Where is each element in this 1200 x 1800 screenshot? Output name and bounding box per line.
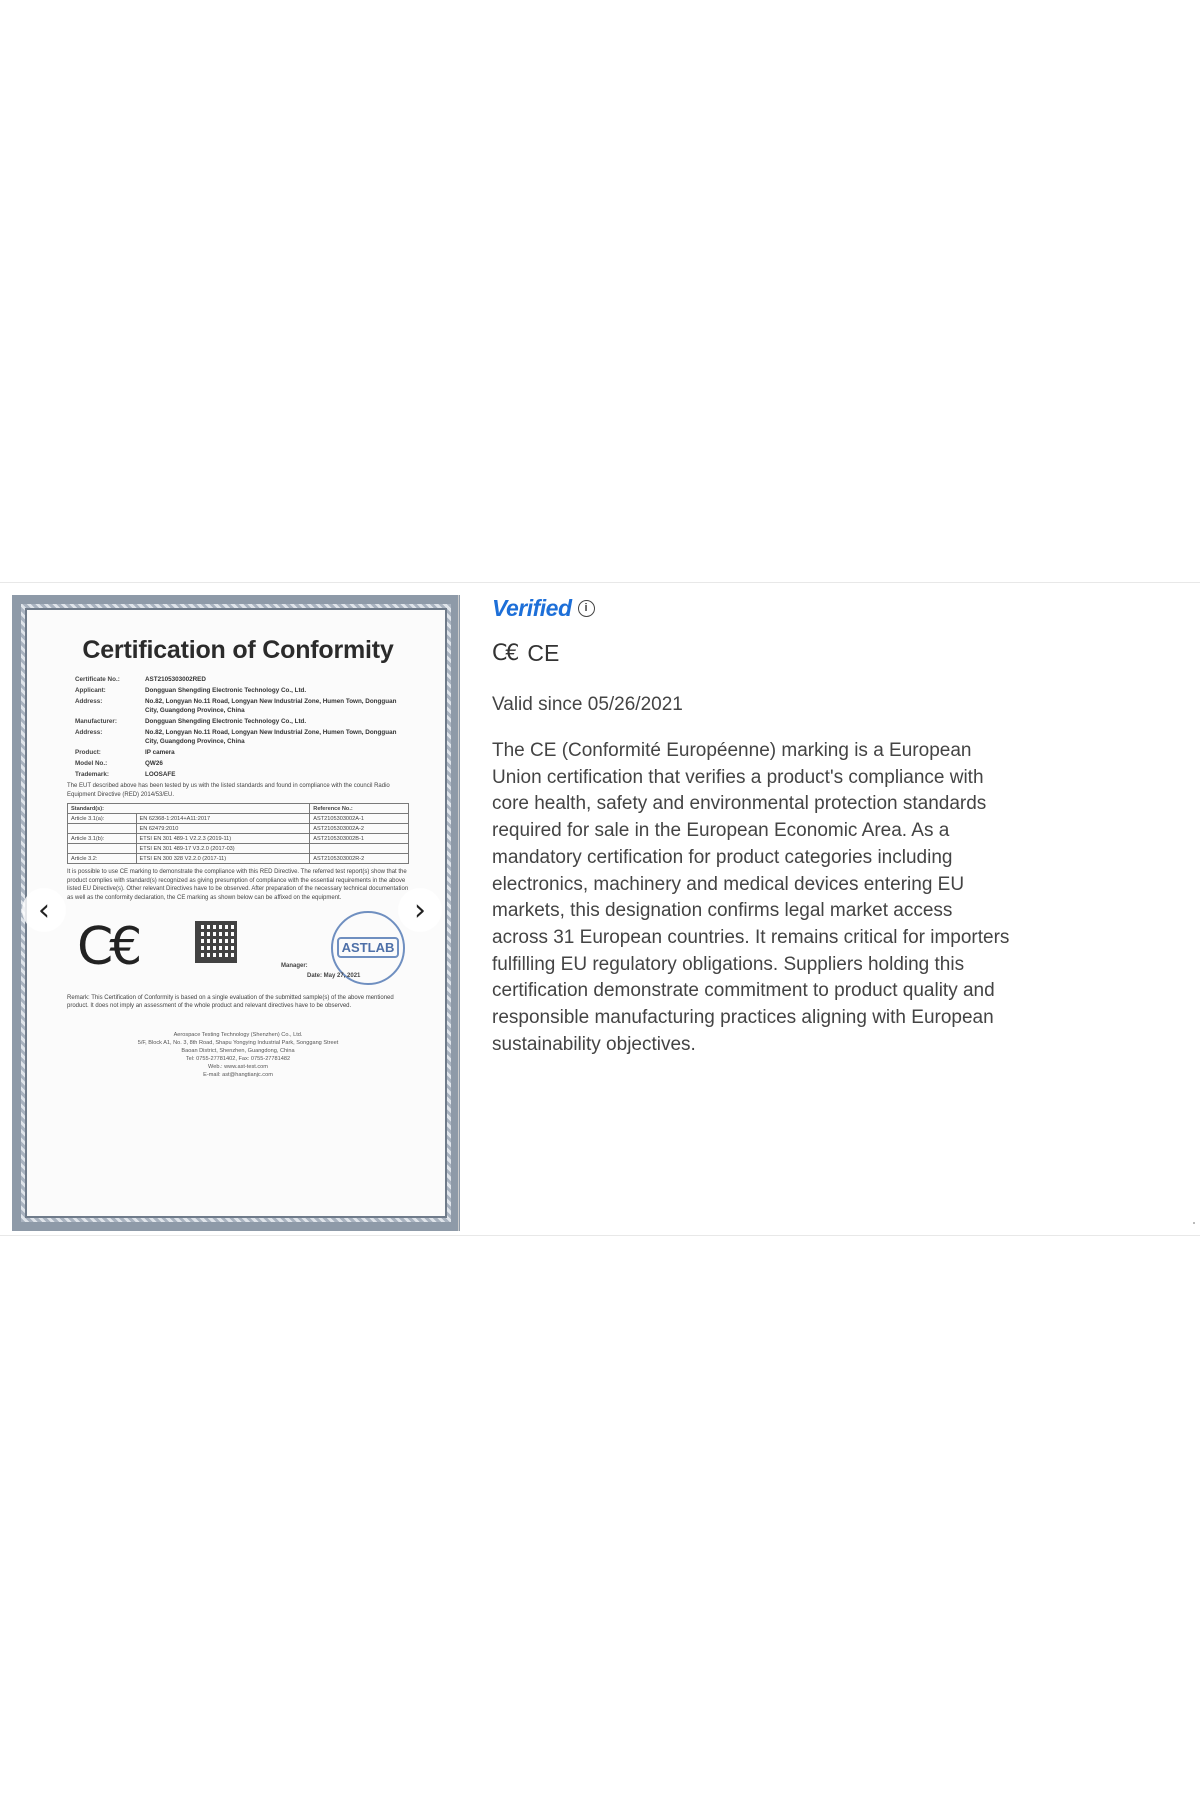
cert-field-value: No.82, Longyan No.11 Road, Longyan New Industrial Zone, Humen Town, Dongguan City, Guangdong Province, China	[145, 698, 397, 714]
edge-marker	[1193, 1222, 1195, 1224]
cert-field-row	[67, 728, 409, 746]
table-row	[68, 834, 409, 844]
cert-remark-text: Remark: This Certification of Conformity is based on a single evaluation of the submitted sample(s) of the above mentioned product. It does not imply an assessment of the whole product and relevant directives have to be observed.	[67, 994, 394, 1010]
cert-field-value: IP camera	[145, 749, 175, 756]
manager-label: Manager:	[281, 962, 308, 969]
article-cell	[68, 844, 137, 854]
table-row	[68, 854, 409, 864]
cert-field-row	[67, 770, 409, 779]
standard-cell: ETSI EN 301 489-1 V2.2.3 (2019-11)	[136, 834, 310, 844]
seal-text: ASTLAB	[337, 937, 400, 958]
footer-line: Tel: 0755-27781402, Fax: 0755-27781482	[185, 1055, 291, 1062]
standard-cell: ETSI EN 301 489-17 V3.2.0 (2017-03)	[136, 844, 310, 854]
cert-field-row	[67, 748, 409, 757]
ce-mark-icon: C€	[77, 916, 139, 977]
standards-header: Standard(s):	[68, 804, 310, 814]
footer-line: Baoan District, Shenzhen, Guangdong, China	[181, 1047, 295, 1054]
cert-field-value: Dongguan Shengding Electronic Technology Co., Ltd.	[145, 687, 307, 694]
certification-name-text: CE	[527, 639, 560, 666]
verified-label	[492, 595, 572, 622]
article-cell	[68, 824, 137, 834]
footer-line: Web.: www.ast-test.com	[208, 1063, 268, 1070]
standard-cell: EN 62368-1:2014+A11:2017	[136, 814, 310, 824]
standard-cell: EN 62479:2010	[136, 824, 310, 834]
reference-cell: AST2105303002R-2	[310, 854, 409, 864]
cert-field-value: Dongguan Shengding Electronic Technology Co., Ltd.	[145, 718, 307, 725]
cert-marks-area	[67, 911, 409, 991]
article-cell: Article 3.1(a):	[68, 814, 137, 824]
cert-standards-table	[67, 803, 409, 864]
certification-name	[492, 638, 1012, 668]
table-row	[68, 814, 409, 824]
valid-since: Valid since 05/26/2021	[492, 694, 683, 715]
reference-cell: AST2105303002A-1	[310, 814, 409, 824]
cert-field-key: Product:	[75, 749, 101, 756]
certificate-image[interactable]	[12, 595, 460, 1231]
footer-line: 5/F, Block A1, No. 3, 8th Road, Shapu Yongying Industrial Park, Songgang Street	[137, 1039, 339, 1046]
cert-field-row	[67, 675, 409, 684]
table-header-row	[68, 804, 409, 814]
reference-cell: AST2105303002B-1	[310, 834, 409, 844]
article-cell: Article 3.2:	[68, 854, 137, 864]
certificate-document	[25, 608, 447, 1218]
top-divider	[0, 582, 1200, 583]
reference-cell	[310, 844, 409, 854]
chevron-left-icon: ‹	[38, 892, 50, 928]
qr-code-icon	[195, 921, 237, 963]
certificate-title: Certification of Conformity	[82, 636, 394, 664]
table-row	[68, 824, 409, 834]
cert-field-row	[67, 717, 409, 726]
cert-compliance-text: It is possible to use CE marking to demonstrate the compliance with this RED Directive. The referred test report(s) show that the product complies with standard(s) recognized as giving presumption of compliance with the essential requirements in the above listed EU Directive(s). Other relevant Directives have to be observed. After preparation of the necessary technical documentation as well as the conformity declaration, the CE marking as shown below can be affixed on the equipment.	[67, 869, 409, 901]
cert-field-key: Address:	[75, 698, 103, 705]
cert-field-value: LOOSAFE	[145, 771, 176, 778]
cert-field-key: Applicant:	[75, 687, 106, 694]
verified-check-icon: V	[492, 594, 506, 621]
reference-cell: AST2105303002A-2	[310, 824, 409, 834]
image-divider	[458, 595, 459, 1231]
bottom-divider	[0, 1235, 1200, 1236]
footer-line: E-mail: ast@hangtianjc.com	[203, 1071, 273, 1078]
cert-date: Date: May 27, 2021	[307, 972, 361, 979]
chevron-right-icon: ›	[414, 892, 426, 928]
reference-header: Reference No.:	[310, 804, 409, 814]
cert-field-key: Manufacturer:	[75, 718, 117, 725]
verified-badge	[492, 592, 1012, 624]
cert-intro-text: The EUT described above has been tested by us with the listed standards and found in compliance with the council Radio Equipment Directive (RED) 2014/53/EU.	[67, 783, 390, 798]
cert-field-key: Trademark:	[75, 771, 109, 778]
certification-description: The CE (Conformité Européenne) marking is a European Union certification that verifies a product's compliance with core health, safety and environmental protection standards required for sale in the European Economic Area. As a mandatory certification for product categories including electronics, machinery and medical devices entering EU markets, this designation confirms legal market access across 31 European countries. It remains critical for importers fulfilling EU regulatory obligations. Suppliers holding this certification demonstrate commitment to product quality and responsible manufacturing practices aligning with European sustainability objectives.	[492, 740, 1010, 1055]
ce-logo-icon: C€	[492, 640, 518, 666]
carousel-prev-button[interactable]	[22, 888, 66, 932]
cert-field-value: No.82, Longyan No.11 Road, Longyan New Industrial Zone, Humen Town, Dongguan City, Guangdong Province, China	[145, 729, 397, 745]
cert-field-key: Model No.:	[75, 760, 108, 767]
verified-label-text: erified	[506, 594, 572, 621]
cert-field-value: AST2105303002RED	[145, 676, 206, 683]
cert-field-value: QW26	[145, 760, 163, 767]
table-row	[68, 844, 409, 854]
standard-cell: ETSI EN 300 328 V2.2.0 (2017-11)	[136, 854, 310, 864]
cert-field-row	[67, 759, 409, 768]
cert-field-row	[67, 697, 409, 715]
carousel-next-button[interactable]	[398, 888, 442, 932]
cert-field-key: Address:	[75, 729, 103, 736]
cert-field-key: Certificate No.:	[75, 676, 120, 683]
footer-line: Aerospace Testing Technology (Shenzhen) Co., Ltd.	[173, 1031, 303, 1038]
info-icon[interactable]: i	[578, 600, 595, 617]
cert-field-row	[67, 686, 409, 695]
cert-footer	[67, 1031, 409, 1079]
certification-details	[492, 592, 1012, 1058]
article-cell: Article 3.1(b):	[68, 834, 137, 844]
